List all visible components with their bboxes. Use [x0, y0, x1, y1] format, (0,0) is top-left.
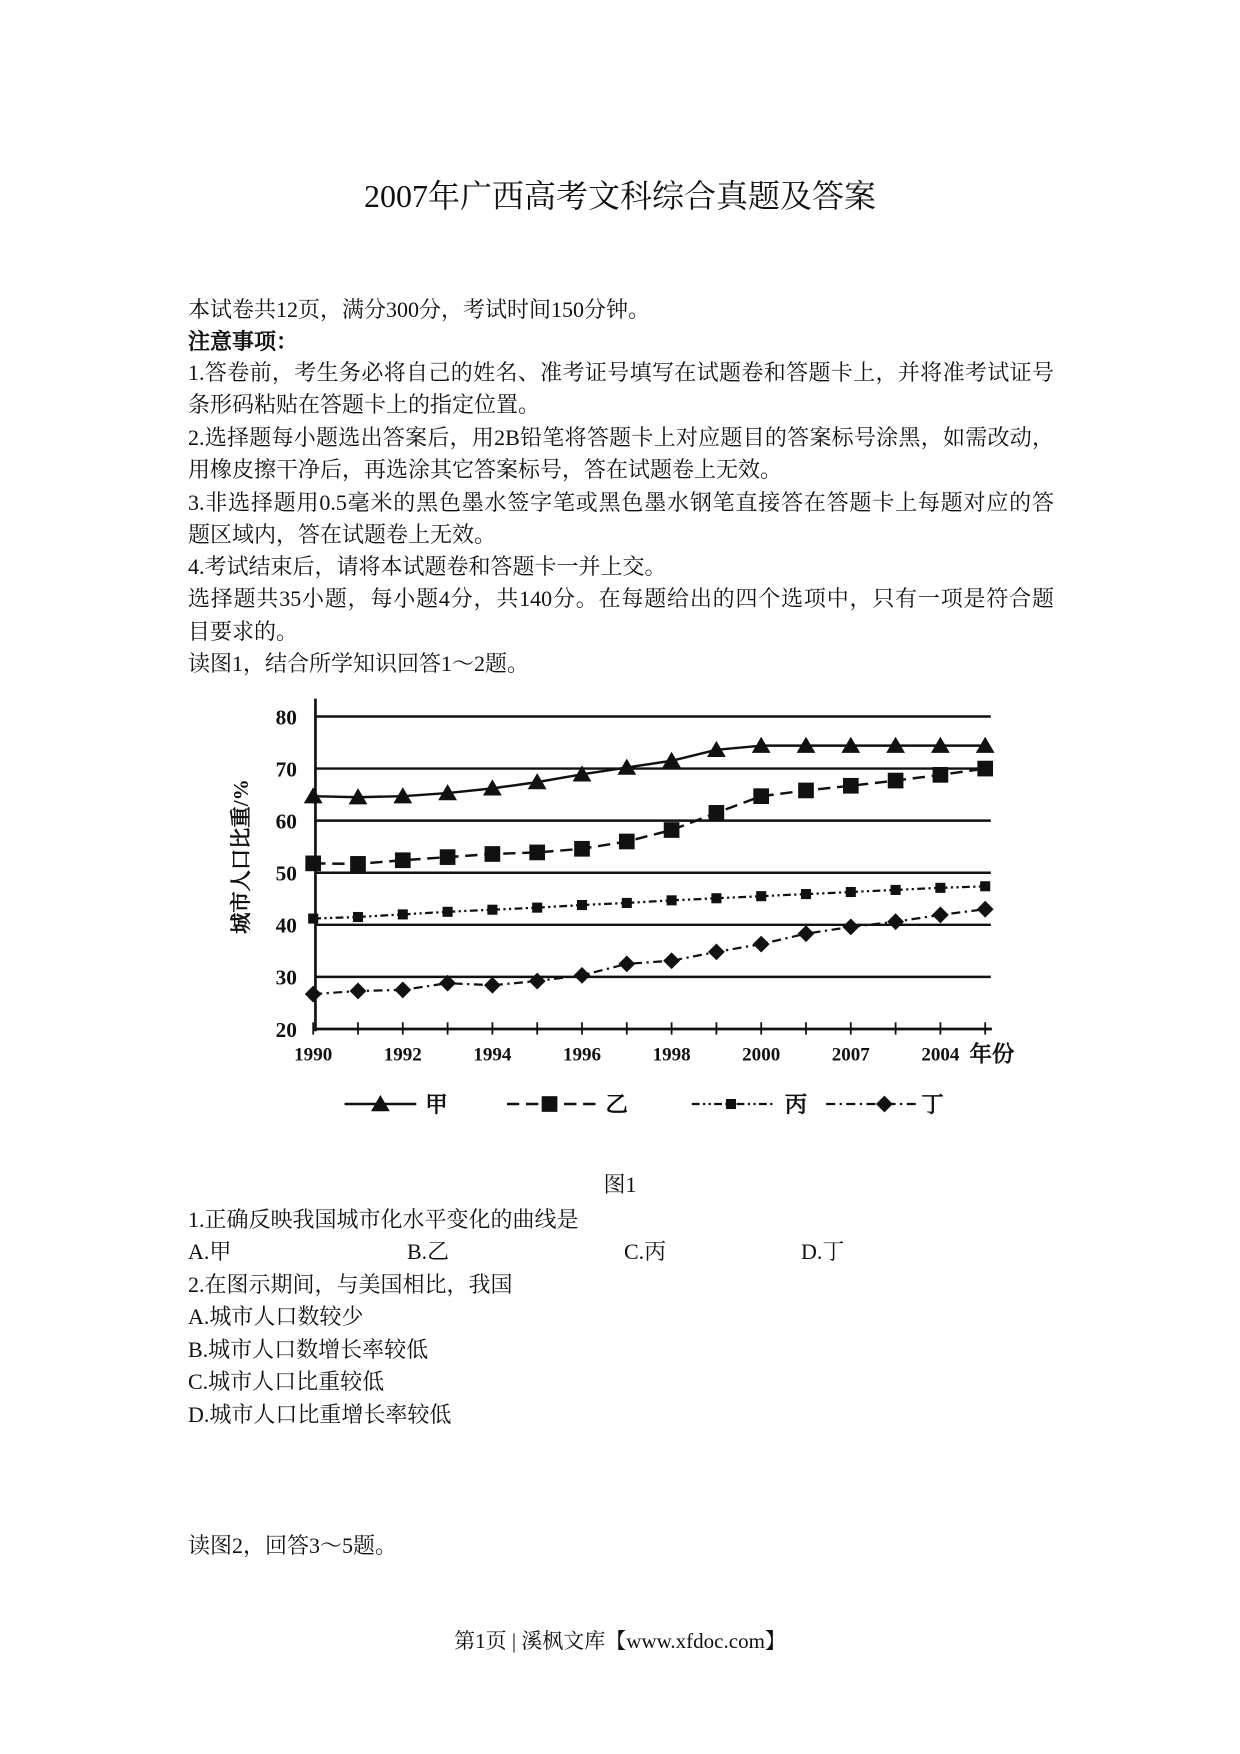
legend-jia-label: 甲: [425, 1091, 448, 1117]
x-tick-label: 1994: [473, 1044, 512, 1066]
notice-3-line-1: 3.非选择题用0.5毫米的黑色墨水签字笔或黑色墨水钢笔直接答在答题卡上每题对应的答: [188, 490, 1054, 515]
y-tick-label: 50: [275, 861, 297, 886]
series-yi: [305, 761, 993, 872]
y-tick-label: 20: [275, 1017, 297, 1042]
question-1-options: [0, 1236, 1240, 1268]
series-yi-point: [350, 856, 366, 872]
series-yi-point: [888, 773, 904, 789]
x-tick-label: 1990: [294, 1044, 333, 1066]
series-ding-point: [932, 907, 949, 924]
exam-intro: 本试卷共12页，满分300分，考试时间150分钟。: [188, 297, 651, 322]
series-ding-line: [313, 909, 985, 994]
series-bing-point: [980, 881, 990, 891]
figure-1-caption: 图1: [603, 1172, 637, 1197]
series-yi-point: [977, 761, 993, 777]
series-yi-point: [709, 805, 725, 821]
series-ding-point: [529, 973, 546, 990]
series-ding-point: [887, 913, 904, 930]
series-jia-line: [313, 746, 985, 798]
series-bing-point: [398, 909, 408, 919]
series-ding-point: [842, 919, 859, 936]
series-bing-point: [353, 912, 363, 922]
section-intro-line-2: 目要求的。: [188, 619, 299, 644]
series-bing-point: [846, 887, 856, 897]
series-ding-point: [753, 936, 770, 953]
y-tick-label: 60: [275, 809, 297, 834]
series-bing-point: [667, 895, 677, 905]
x-tick-label: 2004: [921, 1044, 960, 1066]
y-axis-title: 城市人口比重/%: [229, 779, 254, 934]
series-jia: [304, 737, 995, 805]
series-bing-point: [443, 907, 453, 917]
series-ding-point: [305, 986, 322, 1003]
legend-bing-label: 丙: [784, 1091, 808, 1117]
series-yi-point: [664, 822, 680, 838]
series-yi-point: [619, 834, 635, 850]
series-yi-point: [305, 856, 321, 872]
series-bing-point: [487, 905, 497, 915]
series-yi-point: [574, 841, 590, 857]
question-2-option-b: B.城市人口数增长率较低: [188, 1337, 429, 1362]
legend-yi-marker: [542, 1096, 558, 1112]
question-2-option-a: A.城市人口数较少: [188, 1304, 364, 1329]
y-tick-label: 80: [275, 705, 297, 730]
notice-heading: 注意事项：: [188, 329, 299, 354]
series-ding-point: [484, 977, 501, 994]
series-yi-point: [440, 849, 456, 865]
series-yi-point: [395, 852, 411, 868]
series-bing-point: [308, 914, 318, 924]
series-bing-line: [313, 886, 985, 918]
series-bing-point: [577, 900, 587, 910]
series-yi-point: [798, 783, 814, 799]
series-ding-point: [663, 952, 680, 969]
notice-2-line-2: 用橡皮擦干净后，再选涂其它答案标号，答在试题卷上无效。: [188, 457, 783, 482]
question-2-option-c: C.城市人口比重较低: [188, 1369, 385, 1394]
series-yi-point: [843, 778, 859, 794]
question-1-option-a: A.甲: [188, 1239, 232, 1264]
y-tick-label: 30: [275, 965, 297, 990]
series-ding-point: [394, 982, 411, 999]
x-tick-label: 1992: [383, 1044, 422, 1066]
question-1-stem: 1.正确反映我国城市化水平变化的曲线是: [188, 1207, 579, 1232]
legend-ding-label: 丁: [921, 1091, 944, 1117]
series-yi-point: [753, 788, 769, 804]
section-intro-line-1: 选择题共35小题，每小题4分，共140分。在每题给出的四个选项中，只有一项是符合题: [188, 586, 1054, 611]
question-1-option-d: D.丁: [801, 1239, 845, 1264]
legend-bing-marker: [726, 1099, 736, 1109]
series-bing-point: [532, 903, 542, 913]
y-tick-label: 40: [275, 913, 297, 938]
series-ding-point: [618, 955, 635, 972]
series-bing: [308, 881, 990, 923]
series-bing-point: [935, 883, 945, 893]
series-yi-point: [933, 767, 949, 783]
legend-yi-label: 乙: [605, 1091, 628, 1117]
page-footer: 第1页 | 溪枫文库【www.xfdoc.com】: [454, 1629, 786, 1653]
series-bing-point: [711, 893, 721, 903]
series-yi-line: [313, 769, 985, 864]
x-tick-label: 1998: [652, 1044, 691, 1066]
series-ding-point: [350, 983, 367, 1000]
x-tick-label: 2000: [742, 1044, 781, 1066]
figure-1-line-chart: [218, 694, 1030, 1131]
x-tick-label: 1996: [562, 1044, 602, 1066]
y-tick-label: 70: [275, 757, 297, 782]
question-1-option-b: B.乙: [407, 1239, 450, 1264]
series-bing-point: [756, 891, 766, 901]
question-2-stem: 2.在图示期间，与美国相比，我国: [188, 1272, 513, 1297]
series-ding-point: [977, 901, 994, 918]
notice-1-line-2: 条形码粘贴在答题卡上的指定位置。: [188, 392, 541, 417]
series-ding-point: [708, 944, 725, 961]
x-axis-title: 年份: [969, 1041, 1015, 1067]
series-ding-point: [574, 967, 591, 984]
notice-3-line-2: 题区域内，答在试题卷上无效。: [188, 522, 497, 547]
page-title: 2007年广西高考文科综合真题及答案: [363, 178, 876, 214]
series-ding: [305, 901, 994, 1003]
notice-1-line-1: 1.答卷前，考生务必将自己的姓名、准考证号填写在试题卷和答题卡上，并将准考试证号: [188, 360, 1054, 385]
notice-4-line-1: 4.考试结束后，请将本试题卷和答题卡一并上交。: [188, 554, 667, 579]
notice-2-line-1: 2.选择题每小题选出答案后，用2B铅笔将答题卡上对应题目的答案标号涂黑，如需改动，: [188, 425, 1054, 450]
series-bing-point: [801, 889, 811, 899]
question-2-option-d: D.城市人口比重增长率较低: [188, 1402, 452, 1427]
series-bing-point: [622, 898, 632, 908]
series-bing-point: [891, 885, 901, 895]
x-tick-label: 2007: [831, 1044, 870, 1066]
question-1-option-c: C.丙: [624, 1239, 667, 1264]
series-yi-point: [529, 845, 545, 861]
series-yi-point: [485, 846, 501, 862]
figure-2-prompt: 读图2，回答3～5题。: [188, 1533, 398, 1558]
figure-1-prompt: 读图1，结合所学知识回答1～2题。: [188, 651, 530, 676]
legend-ding-marker: [876, 1096, 893, 1113]
series-ding-point: [798, 925, 815, 942]
